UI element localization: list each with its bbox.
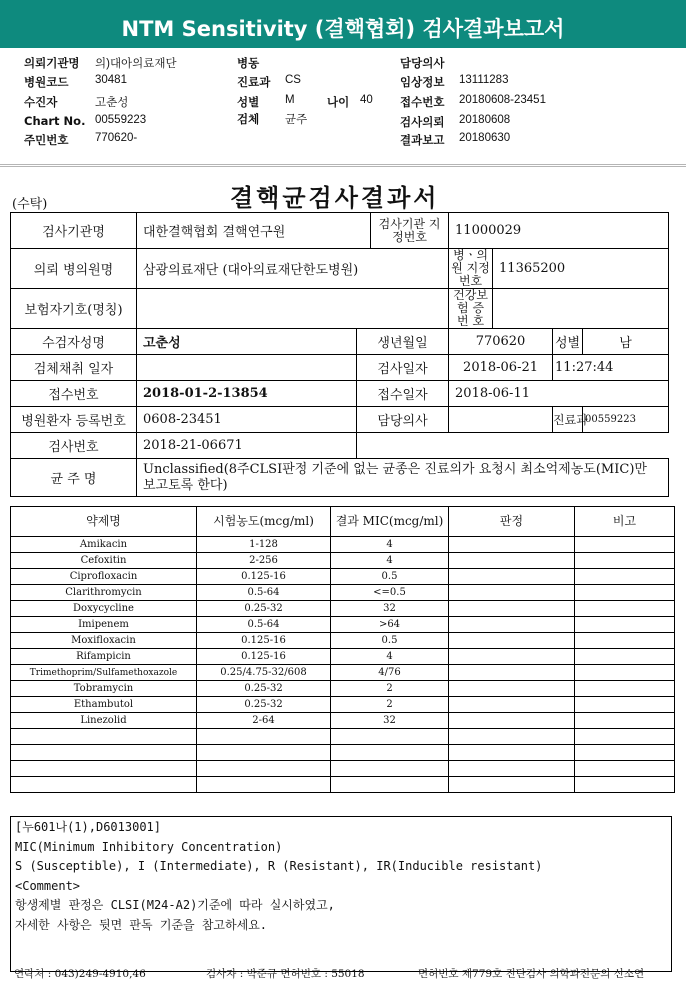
sex-label: 성별 (553, 329, 583, 355)
test-range: 0.125-16 (197, 633, 331, 649)
patient-value: 고춘성 (95, 97, 129, 109)
empty-cell (11, 745, 197, 761)
doctor-value (449, 407, 553, 433)
species-value: Unclassified(8주CLSI판정 기준에 없는 균종은 진료의가 요청시 최소억제농도(MIC)만 보고토록 한다) (137, 459, 669, 497)
species-label: 균 주 명 (11, 459, 137, 497)
test-range: 1-128 (197, 537, 331, 553)
empty-cell (197, 729, 331, 745)
copy-tag: (수탁) (12, 197, 48, 212)
req-hospital-label: 의뢰 병의원명 (11, 249, 137, 289)
test-range: 2-64 (197, 713, 331, 729)
table-row (11, 601, 675, 617)
drug-name: Linezolid (11, 713, 197, 729)
req-hospital-no-value: 11365200 (493, 249, 669, 289)
comment-line: 자세한 사항은 뒷면 판독 기준을 참고하세요. (15, 917, 268, 932)
drug-name: Tobramycin (11, 681, 197, 697)
receipt-date-value: 2018-06-11 (449, 381, 669, 407)
remark (575, 617, 675, 633)
test-range: 0.125-16 (197, 649, 331, 665)
result-report-label: 결과보고 (400, 133, 445, 147)
dept-value: CS (285, 74, 301, 86)
hospital-code-label: 병원코드 (24, 75, 69, 89)
empty-cell (331, 729, 449, 745)
result-report-value: 20180630 (459, 132, 511, 144)
mic-value: 32 (331, 601, 449, 617)
test-range: 0.25-32 (197, 601, 331, 617)
collect-date-value (137, 355, 357, 381)
remark (575, 665, 675, 681)
test-no-label: 검사번호 (11, 433, 137, 459)
empty-row (11, 777, 675, 793)
empty-cell (331, 761, 449, 777)
drug-name: Ethambutol (11, 697, 197, 713)
drug-name: Cefoxitin (11, 553, 197, 569)
drug-name: Trimethoprim/Sulfamethoxazole (11, 665, 197, 681)
collect-date-label: 검체채취 일자 (11, 355, 137, 381)
header-mic: 결과 MIC(mcg/ml) (331, 507, 449, 537)
interpretation (449, 681, 575, 697)
table-row (11, 633, 675, 649)
receipt-no-value: 2018-01-2-13854 (137, 381, 357, 407)
header-range: 시험농도(mcg/ml) (197, 507, 331, 537)
table-row (11, 697, 675, 713)
age-value: 40 (360, 94, 373, 106)
empty-cell (449, 761, 575, 777)
remark (575, 585, 675, 601)
age-label: 나이 (327, 95, 350, 109)
receipt-no-label: 접수번호 (400, 95, 445, 109)
empty-cell (11, 777, 197, 793)
patient-name-value: 고춘성 (137, 329, 357, 355)
mic-value: 0.5 (331, 569, 449, 585)
remark (575, 537, 675, 553)
sex-value: M (285, 94, 295, 106)
form-title: 결핵균검사결과서 (230, 183, 440, 212)
receipt-date-label: 접수일자 (357, 381, 449, 407)
remark (575, 633, 675, 649)
empty-cell (449, 777, 575, 793)
doctor-label: 담당의사 (400, 56, 445, 70)
test-org-label: 검사기관명 (11, 213, 137, 249)
empty-cell (575, 761, 675, 777)
test-date-label: 검사일자 (357, 355, 449, 381)
test-range: 2-256 (197, 553, 331, 569)
doctor-label: 담당의사 (357, 407, 449, 433)
patient-label: 수진자 (24, 95, 58, 109)
patient-name-label: 수검자성명 (11, 329, 137, 355)
test-org-value: 대한결핵협회 결핵연구원 (137, 213, 371, 249)
birth-label: 생년월일 (357, 329, 449, 355)
table-row (11, 585, 675, 601)
divider (0, 164, 686, 165)
table-row (11, 681, 675, 697)
footer-contact: 연락처 : 043)249-4910,46 (14, 968, 146, 980)
test-time-value: 11:27:44 (553, 355, 669, 381)
empty-cell (449, 729, 575, 745)
table-row (11, 665, 675, 681)
empty-cell (575, 745, 675, 761)
mic-value: 4 (331, 537, 449, 553)
clinical-info-label: 임상정보 (400, 75, 445, 89)
remark (575, 553, 675, 569)
test-range: 0.25/4.75-32/608 (197, 665, 331, 681)
blank-cell (357, 433, 669, 459)
mic-value: 2 (331, 697, 449, 713)
mic-value: 2 (331, 681, 449, 697)
empty-cell (197, 777, 331, 793)
comment-box (10, 816, 672, 972)
rrn-label: 주민번호 (24, 133, 69, 147)
sex-value: 남 (583, 329, 669, 355)
table-row (11, 569, 675, 585)
hospital-reg-value: 0608-23451 (137, 407, 357, 433)
remark (575, 569, 675, 585)
empty-cell (197, 761, 331, 777)
sex-label: 성별 (237, 95, 260, 109)
header-drug: 약제명 (11, 507, 197, 537)
rrn-value: 770620- (95, 132, 138, 144)
test-range: 0.5-64 (197, 617, 331, 633)
institution-label: 의뢰기관명 (24, 56, 80, 70)
chart-no-label: Chart No. (24, 114, 86, 128)
institution-value: 의)대아의료재단 (95, 58, 177, 70)
dept-value: 00559223 (583, 407, 669, 433)
table-row (11, 649, 675, 665)
remark (575, 681, 675, 697)
footer-license: 면허번호 제779호 진단검사 의학과전문의 신소연 (418, 968, 645, 980)
specimen-label: 검체 (237, 112, 260, 126)
drug-name: Moxifloxacin (11, 633, 197, 649)
birth-value: 770620 (449, 329, 553, 355)
mic-value: >64 (331, 617, 449, 633)
comment-line: <Comment> (15, 878, 81, 893)
health-ins-value (493, 289, 669, 329)
insurance-value (137, 289, 449, 329)
divider (0, 166, 686, 167)
test-range: 0.25-32 (197, 697, 331, 713)
req-hospital-no-label: 병ㆍ의원 지정번호 (449, 249, 493, 289)
comment-line: 항생제별 판정은 CLSI(M24-A2)기준에 따라 실시하였고, (15, 898, 335, 912)
test-date-value: 2018-06-21 (449, 355, 553, 381)
interpretation (449, 713, 575, 729)
health-ins-label: 건강보험 증 번 호 (449, 289, 493, 329)
remark (575, 697, 675, 713)
specimen-value: 균주 (285, 114, 308, 126)
header-remark: 비고 (575, 507, 675, 537)
drug-name: Imipenem (11, 617, 197, 633)
test-range: 0.25-32 (197, 681, 331, 697)
drug-name: Rifampicin (11, 649, 197, 665)
hospital-reg-label: 병원환자 등록번호 (11, 407, 137, 433)
interpretation (449, 617, 575, 633)
drug-name: Doxycycline (11, 601, 197, 617)
drug-name: Amikacin (11, 537, 197, 553)
susceptibility-table (10, 506, 675, 793)
comment-line: S (Susceptible), I (Intermediate), R (Resistant), IR(Inducible resistant) (15, 859, 543, 873)
patient-info-table (10, 212, 669, 497)
empty-row (11, 761, 675, 777)
interpretation (449, 665, 575, 681)
empty-row (11, 745, 675, 761)
clinical-info-value: 13111283 (459, 74, 509, 86)
empty-row (11, 729, 675, 745)
receipt-no-label: 접수번호 (11, 381, 137, 407)
drug-name: Clarithromycin (11, 585, 197, 601)
chart-no-value: 00559223 (95, 114, 147, 126)
ward-label: 병동 (237, 56, 260, 70)
hospital-code-value: 30481 (95, 74, 127, 86)
receipt-no-value: 20180608-23451 (459, 94, 546, 106)
empty-cell (575, 777, 675, 793)
drug-name: Ciprofloxacin (11, 569, 197, 585)
test-range: 0.5-64 (197, 585, 331, 601)
comment-line: MIC(Minimum Inhibitory Concentration) (15, 839, 283, 854)
remark (575, 649, 675, 665)
interpretation (449, 601, 575, 617)
remark (575, 601, 675, 617)
mic-value: 0.5 (331, 633, 449, 649)
header-interpretation: 판정 (449, 507, 575, 537)
test-request-value: 20180608 (459, 114, 511, 126)
mic-value: 4 (331, 649, 449, 665)
test-org-no-value: 11000029 (449, 213, 669, 249)
order-info (0, 48, 686, 166)
empty-cell (331, 777, 449, 793)
remark (575, 713, 675, 729)
interpretation (449, 649, 575, 665)
empty-cell (449, 745, 575, 761)
empty-cell (11, 761, 197, 777)
empty-cell (197, 745, 331, 761)
comment-line: [누601나(1),D6013001] (15, 820, 162, 834)
test-no-value: 2018-21-06671 (137, 433, 357, 459)
table-row (11, 617, 675, 633)
mic-value: 32 (331, 713, 449, 729)
interpretation (449, 633, 575, 649)
test-request-label: 검사의뢰 (400, 115, 445, 129)
interpretation (449, 537, 575, 553)
report-title: NTM Sensitivity (결핵협회) 검사결과보고서 (0, 0, 686, 48)
dept-label: 진료과 (237, 75, 271, 89)
test-range: 0.125-16 (197, 569, 331, 585)
interpretation (449, 569, 575, 585)
table-row (11, 713, 675, 729)
interpretation (449, 553, 575, 569)
test-org-no-label: 검사기관 지정번호 (371, 213, 449, 249)
footer-tester: 검사자 : 박준규 면허번호 : 55018 (206, 968, 365, 980)
interpretation (449, 697, 575, 713)
mic-value: 4 (331, 553, 449, 569)
dept-label: 진료과 (553, 407, 583, 433)
interpretation (449, 585, 575, 601)
insurance-label: 보험자기호(명칭) (11, 289, 137, 329)
empty-cell (331, 745, 449, 761)
table-row (11, 537, 675, 553)
mic-value: <=0.5 (331, 585, 449, 601)
mic-value: 4/76 (331, 665, 449, 681)
table-row (11, 553, 675, 569)
empty-cell (11, 729, 197, 745)
req-hospital-value: 삼광의료재단 (대아의료재단한도병원) (137, 249, 449, 289)
empty-cell (575, 729, 675, 745)
